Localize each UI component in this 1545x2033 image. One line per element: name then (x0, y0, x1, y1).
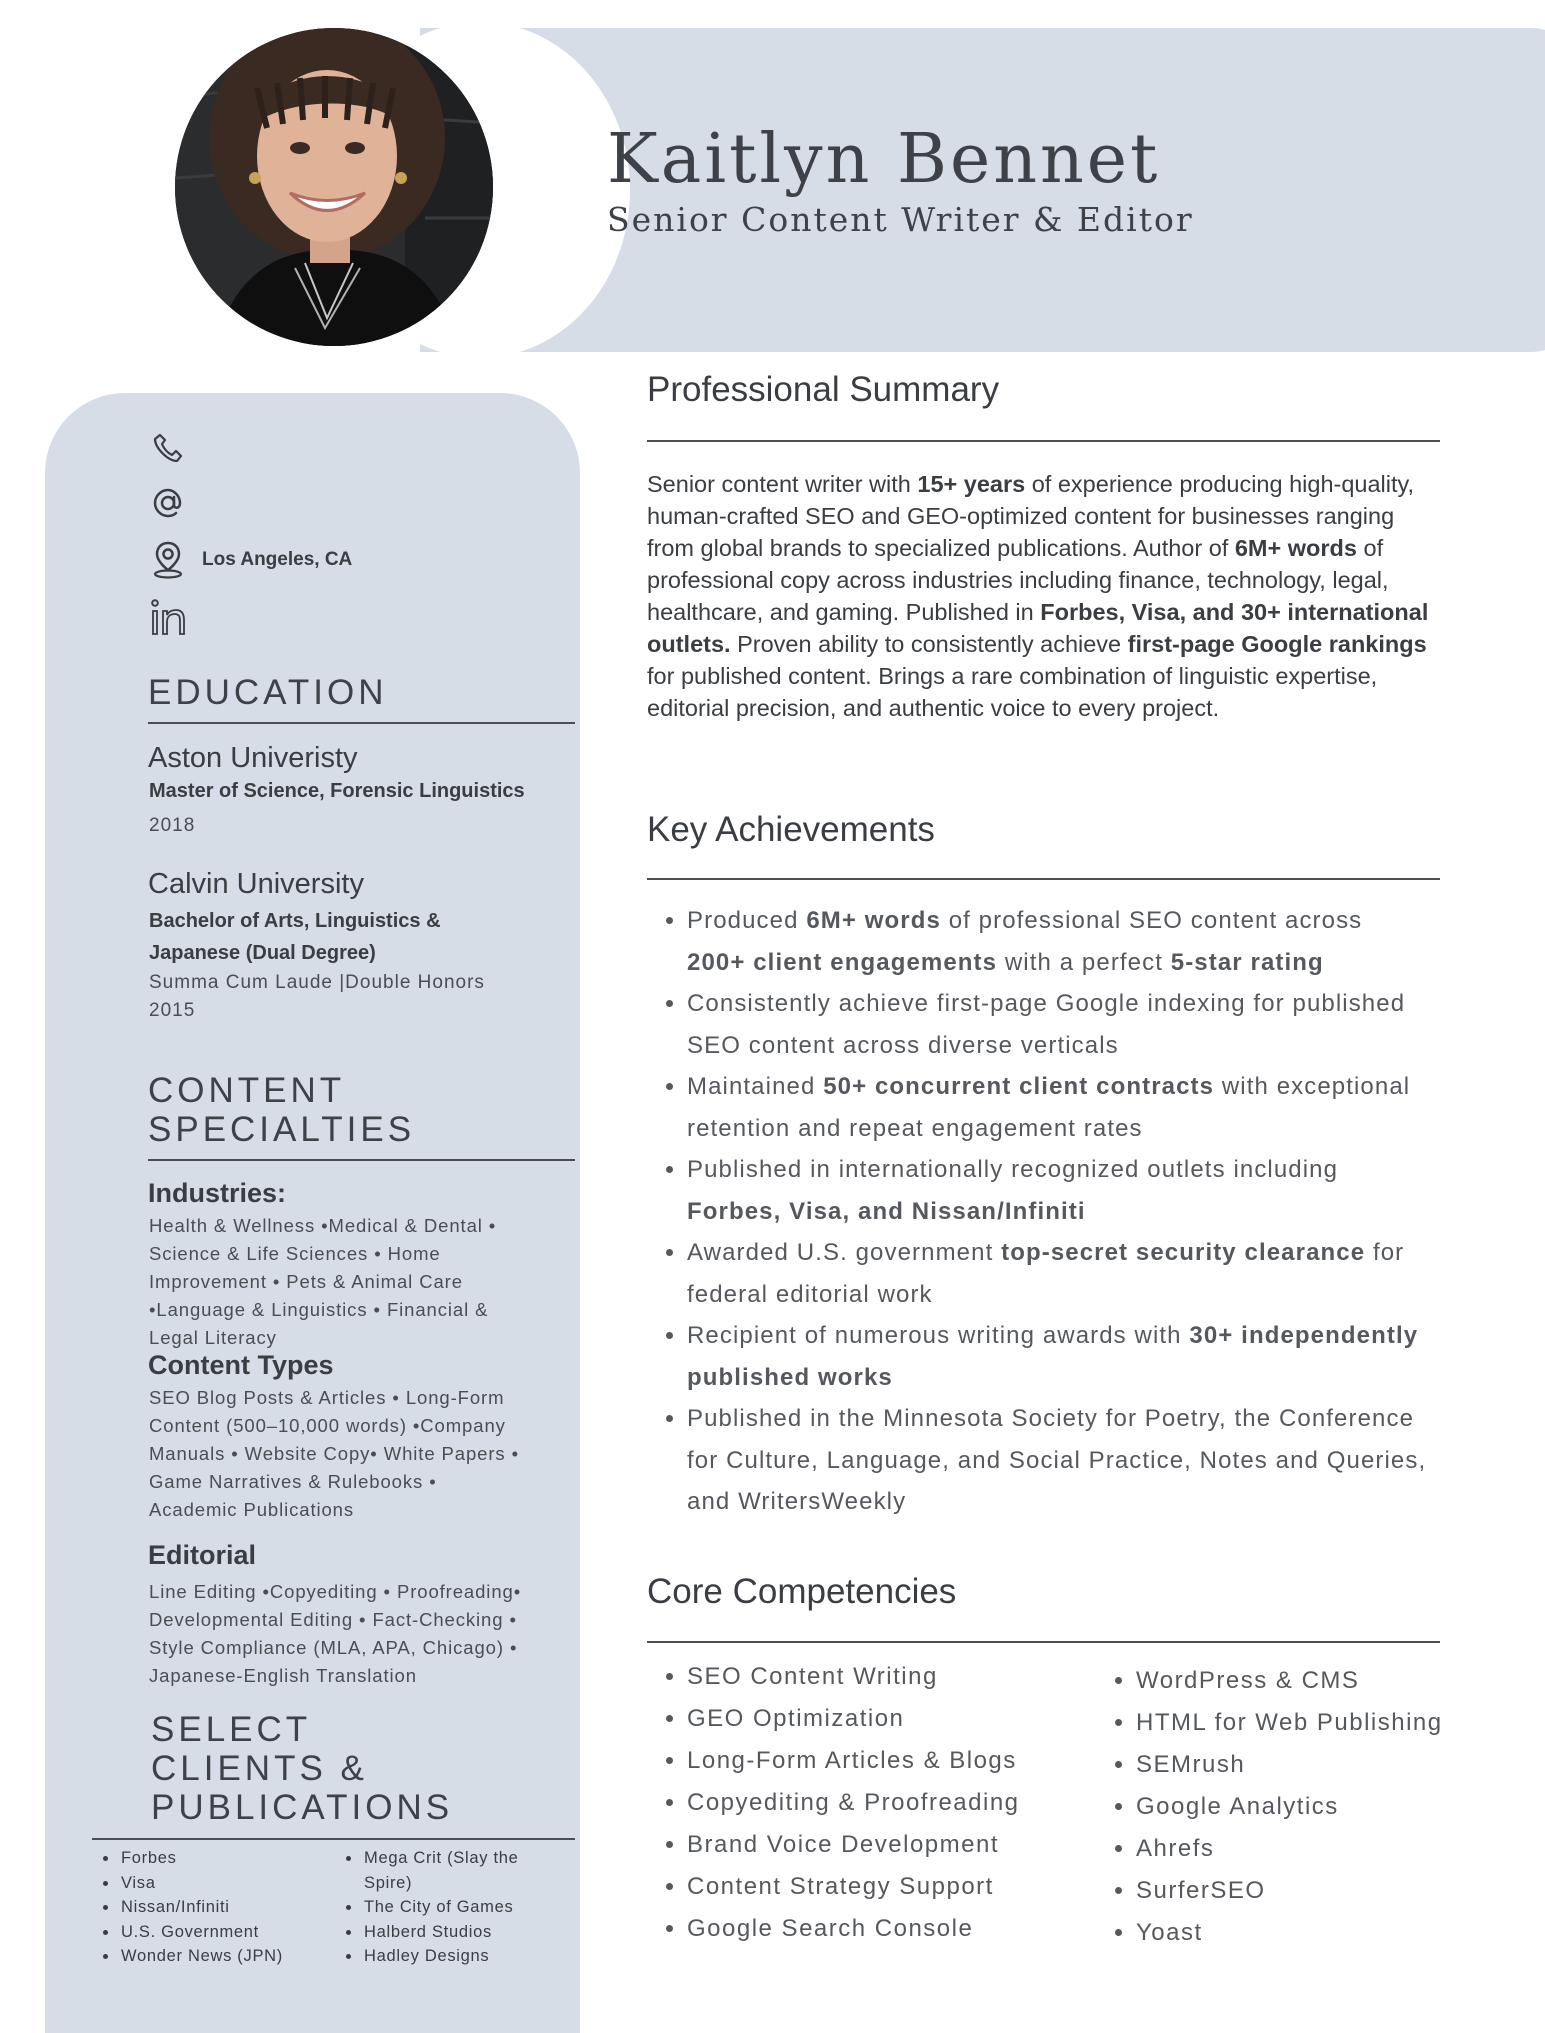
summary-rule (647, 440, 1440, 442)
competencies-rule (647, 1641, 1440, 1643)
school-name: Calvin University (148, 868, 364, 900)
industries-list (149, 1212, 569, 1352)
item-text: Consistently achieve first-page Google indexing for published SEO content across diverse verticals (687, 990, 1406, 1059)
clients-list-left (93, 1846, 323, 1969)
list-item: • Google Search Console (687, 1908, 1087, 1950)
specialties-heading-line: SPECIALTIES (148, 1110, 416, 1150)
item-text: with exceptional retention and repeat engagement rates (687, 1073, 1411, 1142)
summary-highlight: Forbes, Visa, and 30+ international outlets. (647, 599, 1429, 657)
item-text: of professional SEO content across (940, 907, 1363, 934)
list-item: • The City of Games (362, 1895, 556, 1920)
summary-paragraph (647, 468, 1447, 724)
list-item: • Wonder News (JPN) (119, 1944, 323, 1969)
item-text: Published in the Minnesota Society for Poetry, the Conference for Culture, Language, and Social Practice, Notes and Queries, and WritersWeekly (687, 1405, 1427, 1515)
clients-list-right (336, 1846, 556, 1969)
contact-email (148, 483, 188, 523)
education-heading: EDUCATION (148, 673, 388, 712)
summary-text: Proven ability to consistently achieve (730, 631, 1128, 657)
list-item: • Nissan/Infiniti (119, 1895, 323, 1920)
list-item: • Copyediting & Proofreading (687, 1782, 1087, 1824)
clients-heading (151, 1710, 453, 1828)
contact-linkedin[interactable] (148, 598, 188, 638)
list-item: • Mega Crit (Slay the Spire) (362, 1846, 556, 1895)
list-item (687, 900, 1427, 983)
graduation-year: 2015 (149, 1000, 196, 1021)
text-line: Content (500–10,000 words) •Company (149, 1415, 506, 1436)
list-item (687, 1149, 1427, 1232)
editorial-heading: Editorial (148, 1540, 257, 1570)
text-line: Line Editing •Copyediting • Proofreading• (149, 1581, 522, 1602)
job-title: Senior Content Writer & Editor (607, 200, 1194, 239)
item-highlight: Forbes, Visa, and Nissan/Infiniti (687, 1197, 1086, 1225)
text-line: •Language & Linguistics • Financial & (149, 1299, 489, 1320)
content-types-list (149, 1384, 569, 1524)
list-item: • SurferSEO (1136, 1870, 1536, 1912)
degree-line: Japanese (Dual Degree) (149, 942, 376, 964)
profile-photo (175, 28, 493, 346)
summary-text: of experience producing high-quality, human-crafted SEO and GEO-optimized content for businesses ranging from global brands to specialized publications. Author of (647, 471, 1415, 561)
list-item: • Long-Form Articles & Blogs (687, 1740, 1087, 1782)
item-text: Produced (687, 907, 807, 934)
item-highlight: 5-star rating (1170, 948, 1324, 976)
item-text: for federal editorial work (687, 1239, 1405, 1308)
competencies-heading: Core Competencies (647, 1572, 957, 1611)
item-highlight: 6M+ words (806, 907, 941, 934)
item-highlight: top-secret security clearance (1001, 1239, 1366, 1266)
specialties-heading (148, 1071, 415, 1149)
item-text: Maintained (687, 1073, 824, 1100)
honors: Summa Cum Laude |Double Honors (149, 972, 485, 993)
list-item: • Brand Voice Development (687, 1824, 1087, 1866)
clients-heading-line: PUBLICATIONS (151, 1788, 454, 1828)
summary-text: of professional copy across industries including finance, technology, legal, healthcare, and gaming. Published in (647, 535, 1389, 625)
summary-highlight: 6M+ words (1234, 535, 1357, 561)
portrait-illustration (175, 28, 493, 346)
list-item (687, 983, 1427, 1066)
specialties-rule (148, 1159, 575, 1161)
item-highlight: 50+ concurrent client contracts (823, 1073, 1215, 1100)
location-text: Los Angeles, CA (202, 549, 353, 570)
list-item: • Visa (119, 1871, 323, 1896)
degree: Master of Science, Forensic Linguistics (149, 780, 525, 802)
item-text: Recipient of numerous writing awards with (687, 1322, 1190, 1349)
item-text: Published in internationally recognized outlets including (687, 1156, 1339, 1183)
summary-text: Senior content writer with (647, 471, 918, 497)
list-item: • U.S. Government (119, 1920, 323, 1945)
text-line: Improvement • Pets & Animal Care (149, 1271, 463, 1292)
clients-rule (92, 1838, 575, 1840)
list-item: • WordPress & CMS (1136, 1660, 1536, 1702)
at-sign-icon (148, 483, 188, 523)
summary-highlight: first-page Google rankings (1127, 631, 1427, 657)
industries-heading: Industries: (148, 1178, 287, 1208)
text-line: Developmental Editing • Fact-Checking • (149, 1609, 517, 1630)
linkedin-icon[interactable] (148, 598, 188, 638)
degree-line: Bachelor of Arts, Linguistics & (149, 910, 441, 932)
item-highlight: 200+ client engagements (687, 948, 998, 976)
specialties-heading-line: CONTENT (148, 1071, 346, 1110)
text-line: Academic Publications (149, 1499, 355, 1520)
education-rule (148, 722, 575, 724)
achievements-heading: Key Achievements (647, 810, 935, 849)
list-item: • Content Strategy Support (687, 1866, 1087, 1908)
list-item (687, 1066, 1427, 1149)
clients-heading-line: CLIENTS & (151, 1749, 368, 1789)
summary-heading: Professional Summary (647, 370, 1000, 409)
item-text: with a perfect (997, 948, 1171, 976)
text-line: Game Narratives & Rulebooks • (149, 1471, 437, 1492)
competencies-list-right (1096, 1660, 1536, 1954)
text-line: Manuals • Website Copy• White Papers • (149, 1443, 519, 1464)
list-item: • SEO Content Writing (687, 1656, 1087, 1698)
competencies-list-left (647, 1656, 1087, 1950)
list-item: • GEO Optimization (687, 1698, 1087, 1740)
clients-heading-line: SELECT (151, 1710, 312, 1749)
list-item: • Hadley Designs (362, 1944, 556, 1969)
text-line: Legal Literacy (149, 1327, 277, 1348)
list-item (687, 1315, 1427, 1398)
candidate-name: Kaitlyn Bennet (607, 120, 1161, 199)
list-item (687, 1398, 1427, 1523)
contact-location (148, 540, 352, 580)
content-types-heading: Content Types (148, 1350, 334, 1380)
phone-icon (148, 428, 188, 468)
graduation-year: 2018 (149, 815, 196, 836)
text-line: Japanese-English Translation (149, 1665, 417, 1686)
item-highlight: 30+ independently published works (687, 1322, 1419, 1391)
list-item: • SEMrush (1136, 1744, 1536, 1786)
list-item: • HTML for Web Publishing (1136, 1702, 1536, 1744)
contact-phone (148, 428, 188, 468)
list-item (687, 1232, 1427, 1315)
item-text: Awarded U.S. government (687, 1239, 1002, 1266)
editorial-list (149, 1578, 569, 1690)
list-item: • Halberd Studios (362, 1920, 556, 1945)
achievements-list (647, 900, 1427, 1523)
map-pin-icon (148, 540, 188, 580)
school-name: Aston Univeristy (148, 742, 358, 774)
list-item: • Google Analytics (1136, 1786, 1536, 1828)
text-line: Style Compliance (MLA, APA, Chicago) • (149, 1637, 518, 1658)
text-line: SEO Blog Posts & Articles • Long-Form (149, 1387, 505, 1408)
text-line: Health & Wellness •Medical & Dental • (149, 1215, 497, 1236)
summary-text: for published content. Brings a rare combination of linguistic expertise, editorial precision, and authentic voice to every project. (647, 663, 1378, 721)
text-line: Science & Life Sciences • Home (149, 1243, 441, 1264)
list-item: • Ahrefs (1136, 1828, 1536, 1870)
summary-highlight: 15+ years (917, 471, 1026, 497)
list-item: • Forbes (119, 1846, 323, 1871)
list-item: • Yoast (1136, 1912, 1536, 1954)
achievements-rule (647, 878, 1440, 880)
